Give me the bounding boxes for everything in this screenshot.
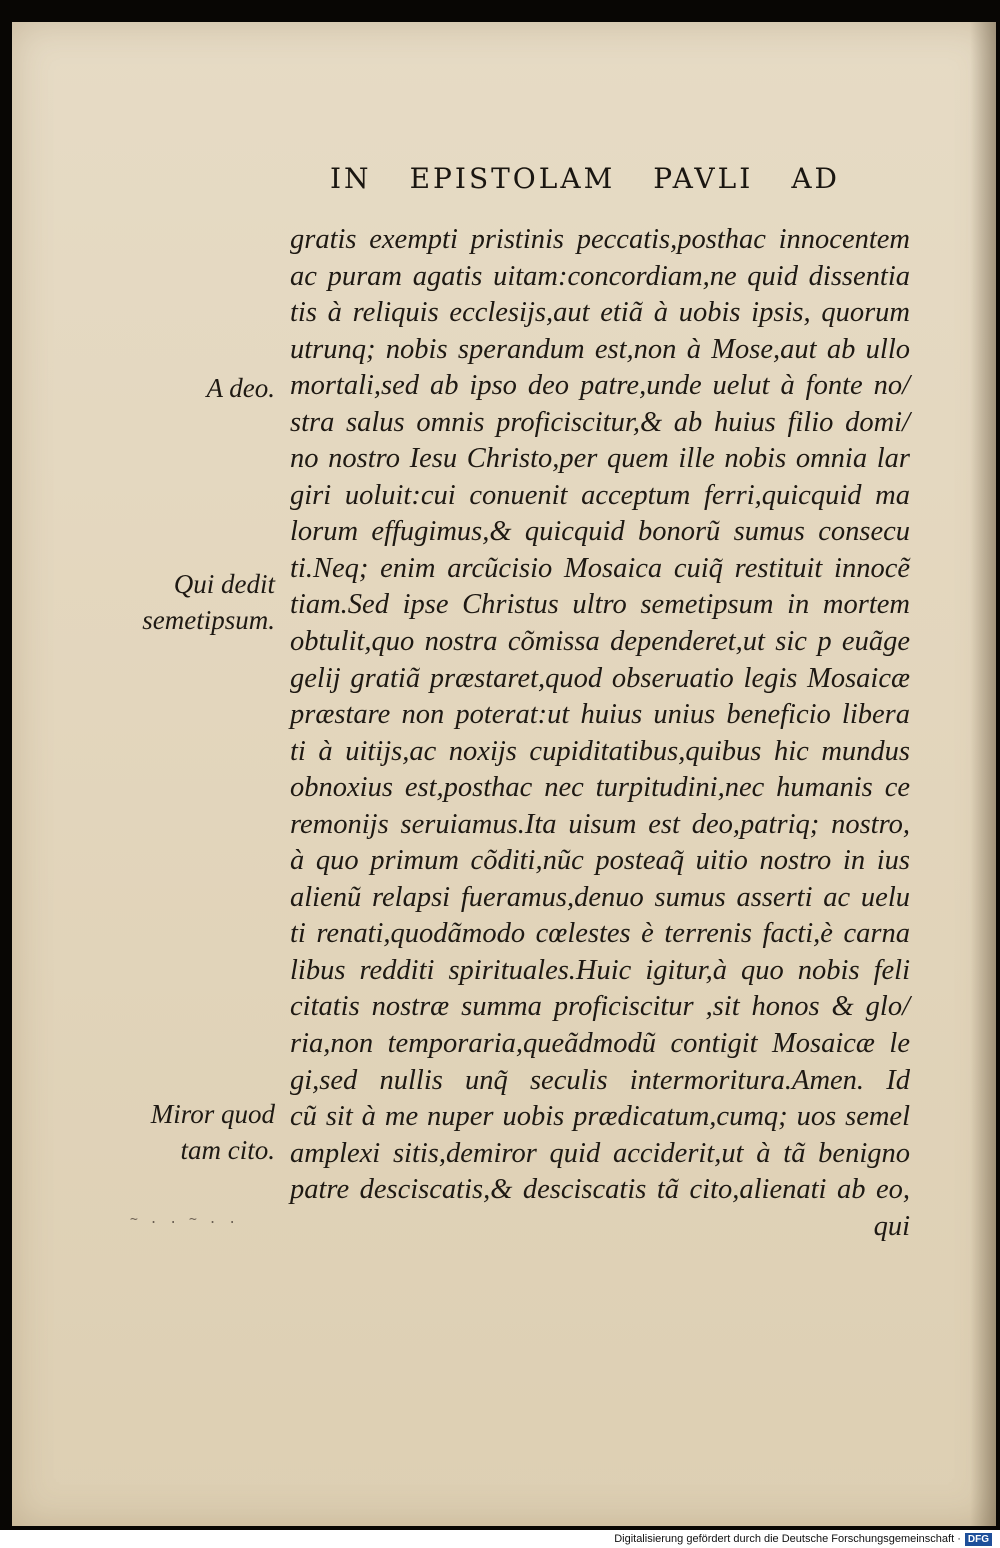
page-gutter-shadow	[970, 22, 996, 1526]
text-line: utrunq; nobis sperandum est,non à Mose,aut ab ullo	[290, 333, 910, 365]
text-line: cũ sit à me nuper uobis prædicatum,cumq; uos semel	[290, 1101, 910, 1133]
running-head-word: IN	[330, 162, 372, 195]
margin-note-qui-dedit	[142, 566, 275, 638]
text-line: citatis nostræ summa proficiscitur ,sit honos & glo/	[290, 991, 910, 1023]
text-line: obnoxius est,posthac nec turpitudini,nec humanis ce	[290, 772, 910, 804]
text-line: ria,non temporaria,queãdmodũ contigit Mosaicæ le	[290, 1028, 910, 1060]
text-line: ac puram agatis uitam:concordiam,ne quid dissentia	[290, 260, 910, 292]
text-line: ti.Neq; enim arcũcisio Mosaica cuiq̃ restituit innocẽ	[290, 552, 910, 584]
running-head-word: PAVLI	[653, 162, 754, 195]
margin-note-miror-quod	[151, 1096, 275, 1168]
margin-note-a-deo	[207, 370, 276, 406]
text-line: à quo primum cõditi,nũc posteaq̃ uitio nostro in ius	[290, 845, 910, 877]
text-line: tis à reliquis ecclesijs,aut etiã à uobis ipsis, quorum	[290, 297, 910, 329]
text-line: præstare non poterat:ut huius unius beneficio libera	[290, 699, 910, 731]
faint-marginal-scribble: ~ . . ~ . .	[130, 1212, 239, 1227]
running-head	[330, 162, 840, 202]
body-text	[290, 222, 910, 1245]
catchword: qui	[873, 1210, 910, 1242]
text-line: libus redditi spirituales.Huic igitur,à quo nobis feli	[290, 954, 910, 986]
digitization-credit-bar: Digitalisierung gefördert durch die Deutsche Forschungsgemeinschaft · DFG	[0, 1530, 1000, 1548]
margin-note-line: tam cito.	[180, 1135, 275, 1165]
margin-note-line: A deo.	[206, 373, 275, 403]
dfg-logo-icon: DFG	[965, 1533, 992, 1546]
running-head-word: AD	[791, 162, 840, 195]
text-line: lorum effugimus,& quicquid bonorũ sumus consecu	[290, 516, 910, 548]
text-line: mortali,sed ab ipso deo patre,unde uelut à fonte no/	[290, 370, 910, 402]
text-line: gratis exempti pristinis peccatis,posthac innocentem	[290, 224, 910, 255]
margin-note-line: semetipsum.	[142, 605, 275, 635]
text-line: ti à uitijs,ac noxijs cupiditatibus,quibus hic mundus	[290, 735, 910, 767]
text-line: tiam.Sed ipse Christus ultro semetipsum in mortem	[290, 589, 910, 621]
margin-note-line: Miror quod	[150, 1099, 275, 1129]
text-line: obtulit,quo nostra cõmissa dependeret,ut sic p euãge	[290, 626, 910, 658]
text-line: gelij gratiã præstaret,quod obseruatio legis Mosaicæ	[290, 662, 910, 694]
text-line: patre desciscatis,& desciscatis tã cito,alienati ab eo,	[290, 1174, 910, 1206]
text-line: amplexi sitis,demiror quid acciderit,ut à tã benigno	[290, 1137, 910, 1169]
running-head-word: EPISTOLAM	[409, 162, 616, 195]
margin-note-line: Qui dedit	[173, 569, 275, 599]
text-line: stra salus omnis proficiscitur,& ab huius filio domi/	[290, 406, 910, 438]
text-line: alienũ relapsi fueramus,denuo sumus asserti ac uelu	[290, 881, 910, 913]
text-line: no nostro Iesu Christo,per quem ille nobis omnia lar	[290, 443, 910, 475]
credit-text: Digitalisierung gefördert durch die Deutsche Forschungsgemeinschaft	[614, 1533, 955, 1545]
text-line: giri uoluit:cui conuenit acceptum ferri,quicquid ma	[290, 479, 910, 511]
text-line: gi,sed nullis unq̃ seculis intermoritura.Amen. Id	[290, 1064, 910, 1096]
text-line: ti renati,quodãmodo cœlestes è terrenis facti,è carna	[290, 918, 910, 950]
text-line: remonijs seruiamus.Ita uisum est deo,patriq; nostro,	[290, 808, 910, 840]
